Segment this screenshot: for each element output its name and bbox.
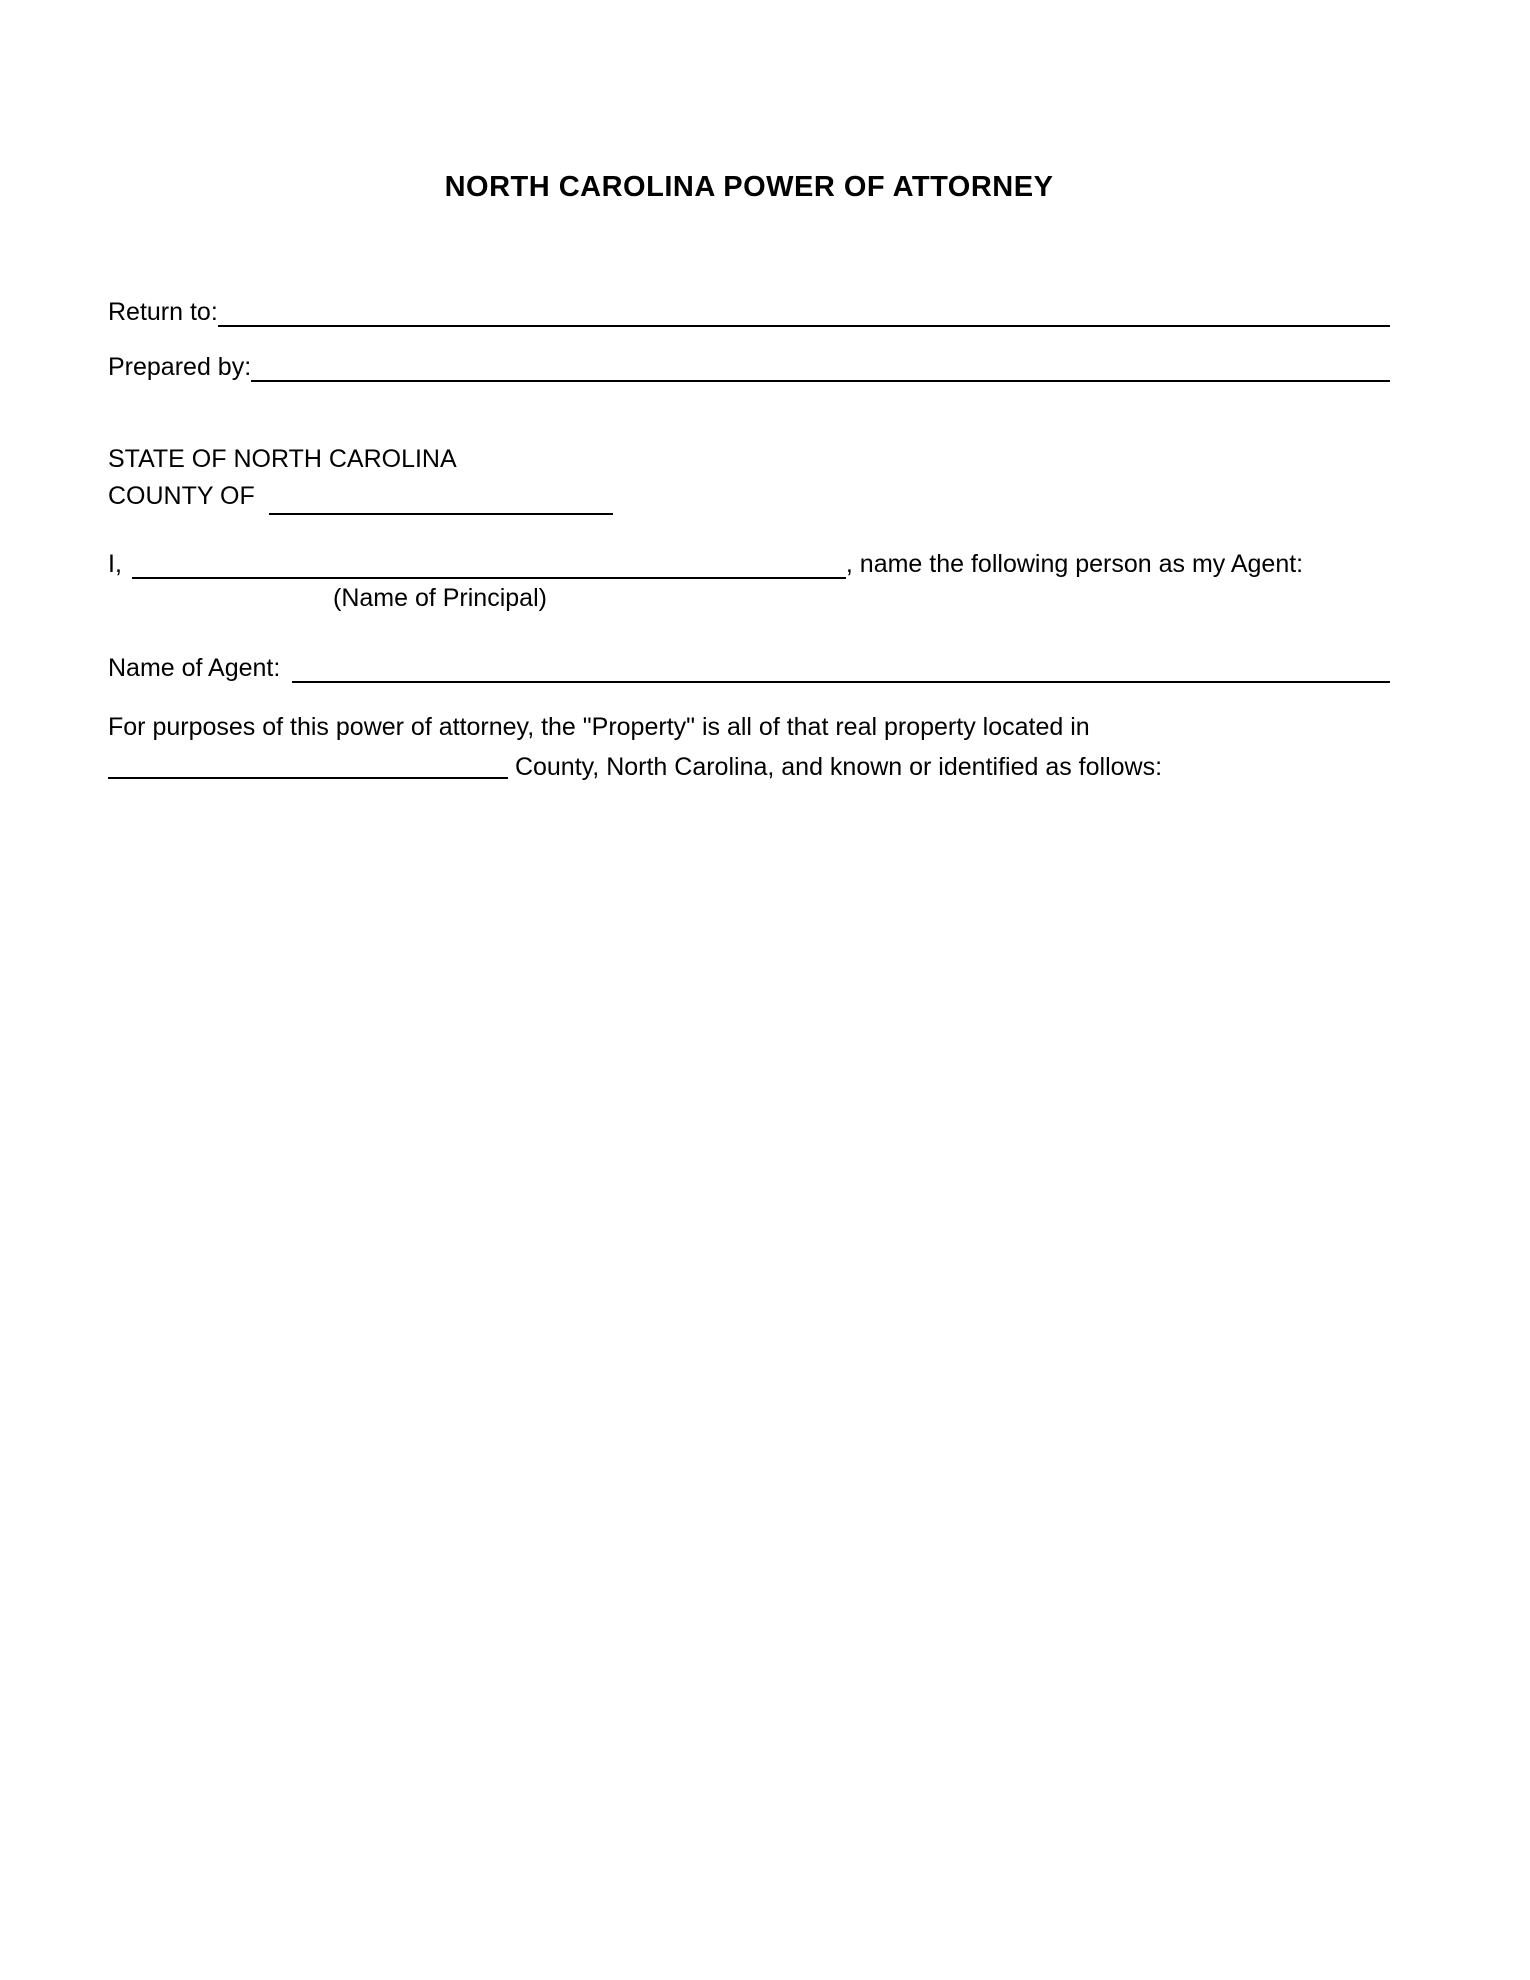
principal-prefix: I, bbox=[108, 550, 122, 578]
principal-caption: (Name of Principal) bbox=[333, 584, 547, 612]
property-county-field[interactable] bbox=[108, 752, 508, 779]
principal-suffix: , name the following person as my Agent: bbox=[845, 550, 1304, 578]
county-of-field[interactable] bbox=[269, 479, 613, 515]
property-clause-line1: For purposes of this power of attorney, the "Property" is all of that real property located in bbox=[108, 713, 1090, 741]
agent-name-label: Name of Agent: bbox=[108, 654, 281, 682]
prepared-by-row bbox=[108, 352, 1390, 382]
county-of-label: COUNTY OF bbox=[108, 482, 255, 510]
state-line: STATE OF NORTH CAROLINA bbox=[108, 445, 457, 473]
property-clause bbox=[108, 707, 1390, 787]
agent-row bbox=[108, 653, 1390, 683]
return-to-row bbox=[108, 297, 1390, 327]
principal-row bbox=[108, 549, 1390, 579]
county-row bbox=[108, 478, 1390, 515]
property-clause-line2: County, North Carolina, and known or identified as follows: bbox=[508, 753, 1163, 781]
prepared-by-field[interactable] bbox=[251, 352, 1390, 382]
agent-name-field[interactable] bbox=[292, 653, 1390, 683]
return-to-label: Return to: bbox=[108, 298, 218, 326]
prepared-by-label: Prepared by: bbox=[108, 353, 252, 381]
jurisdiction-block bbox=[108, 441, 1390, 515]
principal-name-field[interactable] bbox=[132, 549, 846, 579]
document-title: NORTH CAROLINA POWER OF ATTORNEY bbox=[444, 171, 1054, 203]
return-to-field[interactable] bbox=[218, 297, 1390, 327]
